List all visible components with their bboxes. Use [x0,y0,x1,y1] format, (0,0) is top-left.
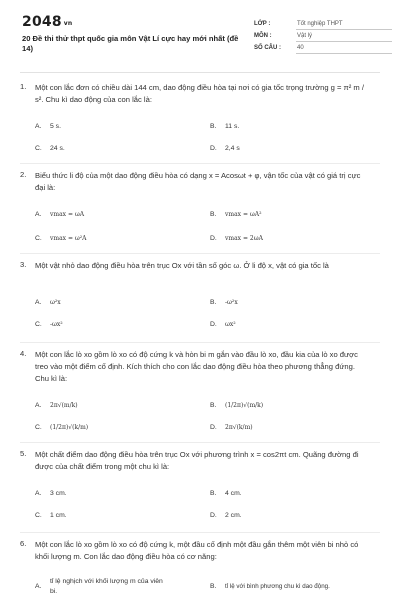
brand-text: 2048 [22,14,62,30]
option-text: 1 cm. [50,512,67,519]
option-text: (1/2π)√(m/k) [225,402,264,409]
option-letter: A. [35,583,42,590]
option-letter: D. [210,235,217,242]
question-3 [20,260,380,340]
meta-value: Vật lý [297,33,313,39]
question-divider [20,342,380,343]
option-letter: A. [35,299,42,306]
question-number: 6. [20,539,27,548]
question-divider [20,163,380,164]
question-number: 1. [20,82,27,91]
meta-value: 40 [297,45,304,51]
option-letter: C. [35,235,42,242]
option-text: 24 s. [50,145,65,152]
brand-suffix: vn [63,20,73,27]
meta-subject [254,30,392,42]
option-letter: B. [210,299,217,306]
exam-header [16,12,386,68]
option-text: 4 cm. [225,490,242,497]
option-text: 2,4 s [225,145,240,152]
option-text: 2π√(m/k) [50,402,78,409]
option-text: vmax = ω²A [50,235,87,242]
option-text: ω²x [50,299,61,306]
exam-meta [254,18,392,54]
option-letter: D. [210,424,217,431]
option-text: 2 cm. [225,512,242,519]
question-divider [20,532,380,533]
question-1 [20,82,380,162]
question-6 [20,539,380,600]
question-4 [20,349,380,439]
option-text: 11 s. [225,123,240,130]
question-text: Một con lắc lò xo gồm lò xo có độ cứng k, một đầu cố định một đầu gắn thêm một viên bi nhỏ có khối lượng m. Con lắc dao động điều hòa có cơ năng: [35,540,359,561]
meta-value: Tốt nghiệp THPT [297,21,343,27]
option-letter: C. [35,512,42,519]
question-text: Một con lắc lò xo gồm lò xo có độ cứng k và hòn bi m gắn vào đầu lò xo, đầu kia của lò xo được treo vào một điểm cố định. Kích thích cho con lắc dao động điều hòa theo phương thẳng đứng. Chu kì là: [35,350,358,383]
question-number: 3. [20,260,27,269]
option-letter: B. [210,583,217,590]
option-text: -ωx² [50,321,63,328]
meta-question-count [254,42,392,54]
option-text: ωx² [225,321,236,328]
option-text: tỉ lệ nghịch với khối lượng m của viên bi. [50,578,163,595]
option-text: tỉ lệ với bình phương chu kì dao động. [225,583,330,590]
option-text: -ω²x [225,299,238,306]
site-logo[interactable] [22,14,72,30]
question-text: Một vật nhỏ dao động điều hòa trên trục Ox với tần số góc ω. Ở li độ x, vật có gia tốc là [35,261,329,270]
option-text: (1/2π)√(k/m) [50,424,89,431]
option-letter: B. [210,402,217,409]
question-number: 4. [20,349,27,358]
question-divider [20,253,380,254]
option-letter: B. [210,211,217,218]
option-letter: A. [35,211,42,218]
option-text: 2π√(k/m) [225,424,253,431]
option-text: 3 cm. [50,490,67,497]
option-letter: B. [210,490,217,497]
meta-label: MÔN : [254,33,272,39]
question-2 [20,170,380,250]
option-letter: D. [210,321,217,328]
meta-label: SỐ CÂU : [254,45,281,51]
meta-grade [254,18,392,30]
question-number: 5. [20,449,27,458]
question-text: Một chất điểm dao động điều hòa trên trục Ox với phương trình x = cos2πt cm. Quãng đường đi được của chất điểm trong một chu kì là: [35,450,359,471]
option-letter: A. [35,402,42,409]
option-text: vmax = ωA² [225,211,262,218]
exam-title: 20 Đề thi thử thpt quốc gia môn Vật Lí cực hay mới nhất (đề 14) [22,34,239,53]
header-divider [20,72,380,73]
option-letter: D. [210,512,217,519]
option-letter: C. [35,145,42,152]
question-5 [20,449,380,529]
option-letter: C. [35,424,42,431]
option-letter: A. [35,490,42,497]
option-letter: A. [35,123,42,130]
meta-label: LỚP : [254,21,271,27]
meta-underline [296,53,392,54]
question-text: Một con lắc đơn có chiều dài 144 cm, dao động điều hòa tại nơi có gia tốc trọng trường g = π² m / s². Chu kì dao động của con lắc là: [35,83,364,104]
question-number: 2. [20,170,27,179]
option-text: 5 s. [50,123,61,130]
option-letter: B. [210,123,217,130]
option-text: vmax = ωA [50,211,85,218]
option-text: vmax = 2ωA [225,235,263,242]
question-text: Biểu thức li độ của một dao động điều hòa có dạng x = Acosωt + φ, vận tốc của vật có giá trị cực đại là: [35,171,361,192]
option-letter: C. [35,321,42,328]
question-divider [20,442,380,443]
option-letter: D. [210,145,217,152]
